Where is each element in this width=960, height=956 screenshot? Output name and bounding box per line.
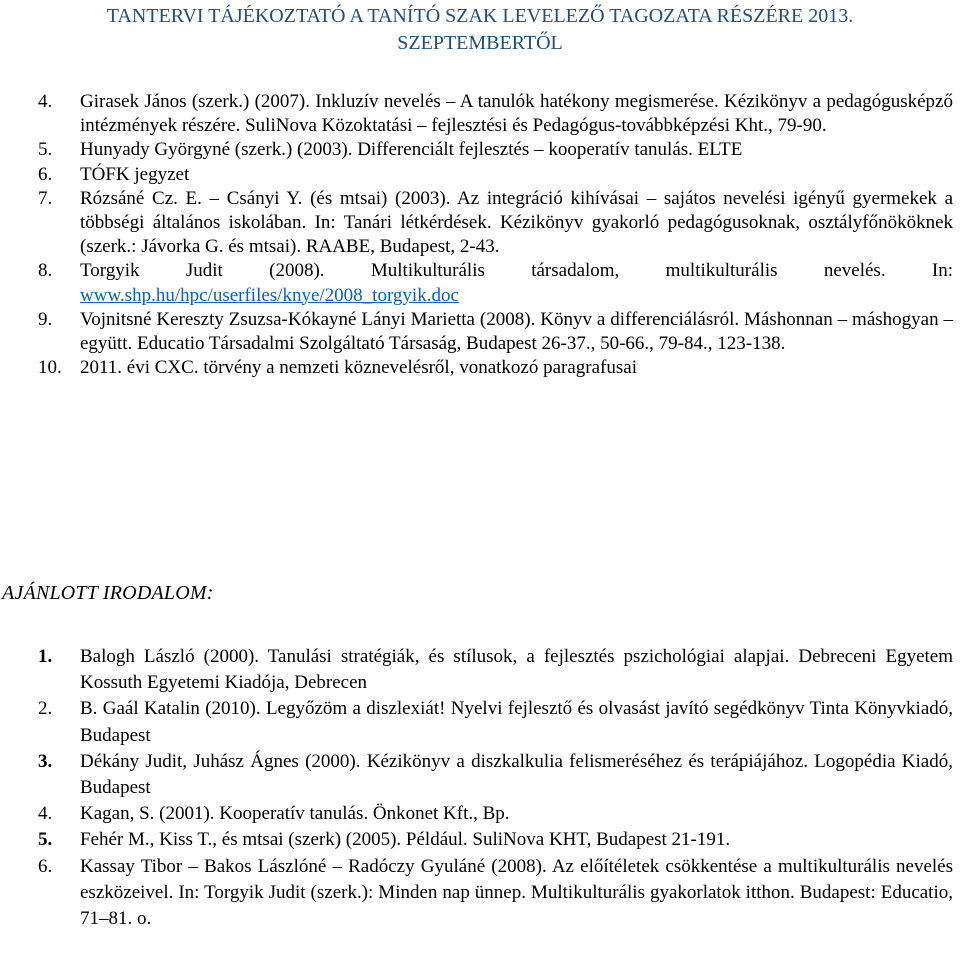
item-text: Hunyady Györgyné (szerk.) (2003). Differenciált fejlesztés – kooperatív tanulás. ELTE <box>80 139 743 161</box>
recommended-item <box>38 749 953 801</box>
header-line-2: SZEPTEMBERTŐL <box>397 32 563 54</box>
item-text: Balogh László (2000). Tanulási stratégiák, és stílusok, a fejlesztés pszichológiai alapjai. Debreceni Egyetem Kossuth Egyetemi Kiadója, Debrecen <box>80 646 953 694</box>
item-number: 4. <box>38 803 53 825</box>
reference-item <box>38 187 953 260</box>
item-number: 9. <box>38 308 53 330</box>
reference-item <box>38 308 953 356</box>
item-text: Vojnitsné Kereszty Zsuzsa-Kókayné Lányi Marietta (2008). Könyv a differenciálásról. Máshonnan – máshogyan – együtt. Educatio Társadalmi Szolgáltató Társaság, Budapest 26-37., 50-66., 79-84., 123-138. <box>80 308 953 355</box>
item-text-lead: Torgyik Judit (2008). Multikulturális társadalom, multikulturális nevelés. In: <box>80 260 953 282</box>
reference-item <box>38 163 953 187</box>
item-number: 8. <box>38 260 53 282</box>
recommended-literature-heading: AJÁNLOTT IRODALOM: <box>2 582 214 604</box>
item-number: 10. <box>38 357 62 379</box>
item-number: 5. <box>38 829 53 851</box>
item-number: 1. <box>38 646 53 667</box>
reference-item <box>38 90 953 138</box>
reference-list <box>38 90 953 380</box>
item-number: 4. <box>38 91 53 112</box>
recommended-item <box>38 696 953 748</box>
recommended-item <box>38 854 953 933</box>
item-text: Rózsáné Cz. E. – Csányi Y. (és mtsai) (2003). Az integráció kihívásai – sajátos nevelési igényű gyermekek a többségi általános iskolában. In: Tanári létkérdések. Kézikönyv gyakorló pedagógusoknak, osztályfőnököknek (szerk.: Jávorka G. és mtsai). RAABE, Budapest, 2-43. <box>80 187 953 258</box>
reference-item <box>38 138 953 162</box>
reference-link[interactable]: www.shp.hu/hpc/userfiles/knye/2008_torgyik.doc <box>80 284 459 306</box>
item-text: Dékány Judit, Juhász Ágnes (2000). Kézikönyv a diszkalkulia felismeréséhez és terápiájához. Logopédia Kiadó, Budapest <box>80 750 953 799</box>
item-text: Girasek János (szerk.) (2007). Inkluzív nevelés – A tanulók hatékony megismerése. Kézikönyv a pedagógusképző intézmények részére. SuliNova Közoktatási – fejlesztési és Pedagógus-továbbképzési Kht., 79-90. <box>80 91 953 137</box>
page-header <box>0 3 960 57</box>
item-number: 6. <box>38 163 53 185</box>
recommended-list <box>38 644 953 932</box>
item-number: 7. <box>38 187 53 209</box>
item-text <box>80 259 953 307</box>
item-number: 6. <box>38 855 53 877</box>
reference-item <box>38 356 953 380</box>
header-line-1: TANTERVI TÁJÉKOZTATÓ A TANÍTÓ SZAK LEVELEZŐ TAGOZATA RÉSZÉRE 2013. <box>106 5 854 27</box>
item-text: Kagan, S. (2001). Kooperatív tanulás. Önkonet Kft., Bp. <box>80 803 510 825</box>
recommended-item <box>38 801 953 827</box>
item-text: TÓFK jegyzet <box>80 163 190 185</box>
item-text: 2011. évi CXC. törvény a nemzeti köznevelésről, vonatkozó paragrafusai <box>80 357 637 379</box>
item-text: Kassay Tibor – Bakos Lászlóné – Radóczy Gyuláné (2008). Az előítéletek csökkentése a multikulturális nevelés eszközeivel. In: Torgyik Judit (szerk.): Minden nap ünnep. Multikulturális gyakorlatok itthon. Budapest: Educatio, 71–81. o. <box>80 855 953 930</box>
item-text: Fehér M., Kiss T., és mtsai (szerk) (2005). Például. SuliNova KHT, Budapest 21-191. <box>80 829 731 851</box>
item-number: 2. <box>38 698 53 720</box>
item-number: 5. <box>38 139 53 161</box>
recommended-item <box>38 644 953 696</box>
item-text: B. Gaál Katalin (2010). Legyőzöm a diszlexiát! Nyelvi fejlesztő és olvasást javító segédkönyv Tinta Könyvkiadó, Budapest <box>80 698 953 746</box>
item-number: 3. <box>38 750 53 772</box>
reference-item <box>38 259 953 307</box>
recommended-item <box>38 827 953 853</box>
